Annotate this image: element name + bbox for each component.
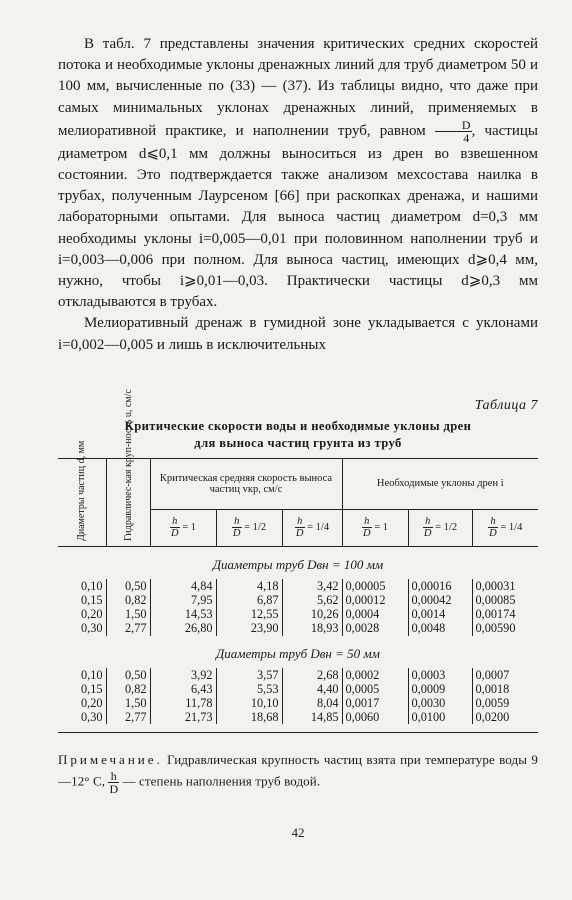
table-cell-v2: 4,18	[216, 579, 282, 593]
table-cell-u: 1,50	[106, 696, 150, 710]
table-cell-v2: 6,87	[216, 593, 282, 607]
table-cell-v3: 5,62	[282, 593, 342, 607]
table-cell-d: 0,30	[80, 710, 103, 725]
inline-fraction-den: 4	[463, 130, 470, 145]
table-cell-v2: 18,68	[216, 710, 282, 724]
table-cell-v1: 6,43	[150, 682, 216, 696]
table-cell-d: 0,20	[80, 696, 103, 711]
table-cell-d: 0,15	[80, 681, 103, 696]
table-row	[58, 593, 538, 607]
table-row	[58, 696, 538, 710]
table-cell-i2: 0,00016	[408, 579, 472, 593]
table-cell-v3: 18,93	[282, 621, 342, 635]
table-cell-d: 0,15	[80, 593, 103, 608]
table-cell-i2: 0,0014	[408, 607, 472, 621]
note-label: Примечание.	[58, 752, 163, 768]
table-cell-v3: 8,04	[282, 696, 342, 710]
table-cell-i1: 0,0005	[342, 682, 408, 696]
table-cell-i1: 0,00012	[342, 593, 408, 607]
note-fraction: $\frac{h}{D}$	[109, 769, 119, 797]
table-cell-i1: 0,0002	[342, 668, 408, 682]
table-cell-i2: 0,0003	[408, 668, 472, 682]
table-cell-v2: 5,53	[216, 682, 282, 696]
table-cell-i3: 0,00174	[472, 607, 538, 621]
table-cell-v2: 10,10	[216, 696, 282, 710]
table-cell-v1: 7,95	[150, 593, 216, 607]
table-cell-u: 2,77	[106, 621, 150, 635]
col-hydraulic-header: Гидравличес-кая круп-ность u, см/с	[106, 459, 150, 547]
page	[58, 34, 538, 841]
table-cell-i3: 0,00590	[472, 621, 538, 635]
inline-fraction-num: D	[435, 119, 472, 132]
table-cell-d: 0,10	[80, 578, 103, 593]
table-cell-i1: 0,0060	[342, 710, 408, 724]
table-cell-v1: 26,80	[150, 621, 216, 635]
table-cell-i1: 0,0004	[342, 607, 408, 621]
table-row	[58, 579, 538, 593]
paragraph-2: Мелиоративный дренаж в гумидной зоне укладывается с уклонами i=0,002—0,005 и лишь в исключительных	[58, 315, 538, 353]
table-row	[58, 621, 538, 635]
table-cell-i1: 0,00005	[342, 579, 408, 593]
fraction-header: $\frac{h}{D}$ = 1	[342, 509, 408, 546]
group-slope-header: Необходимые уклоны дрен i	[342, 459, 538, 510]
table-cell-i2: 0,0100	[408, 710, 472, 724]
table-cell-d: 0,30	[80, 621, 103, 636]
inline-fraction	[435, 119, 472, 144]
fraction-header: $\frac{h}{D}$ = 1	[150, 509, 216, 546]
table-title-line1: Критические скорости воды и необходимые уклоны дрен	[124, 418, 472, 433]
table-cell-v3: 3,42	[282, 579, 342, 593]
table-cell-v2: 12,55	[216, 607, 282, 621]
table-title-line2: для выноса частиц грунта из труб	[194, 435, 402, 450]
table-row	[58, 607, 538, 621]
table-cell-d: 0,10	[80, 667, 103, 682]
fraction-header: $\frac{h}{D}$ = 1/4	[472, 509, 538, 546]
table-cell-v3: 4,40	[282, 682, 342, 696]
table-cell-i2: 0,0030	[408, 696, 472, 710]
note-text-after: — степень наполнения труб водой.	[122, 773, 321, 789]
table-cell-v3: 2,68	[282, 668, 342, 682]
section-caption: Диаметры труб Dвн = 100 мм	[212, 556, 384, 572]
paragraph-1-cont: , частицы диаметром d⩽0,1 мм должны выноситься из дрен во взвешенном состоянии. Это подтверждается также анализом мехсостава наилка в трубах, полученным Лаурсеном [66] при раскопках дренажа, и нашими лабораторными опытами. Для выноса частиц диаметром d=0,3 мм необходимы уклоны i=0,005—0,01 при половинном наполнении труб и i=0,003—0,006 при полном. Для выноса частиц, имеющих d⩾0,4 мм, нужно, чтобы i⩾0,01—0,03. Практически частицы d⩾0,3 мм откладываются в трубах.	[58, 122, 538, 311]
table-cell-i3: 0,0059	[472, 696, 538, 710]
table-cell-i3: 0,0007	[472, 668, 538, 682]
table-cell-i2: 0,0009	[408, 682, 472, 696]
table-cell-v2: 3,57	[216, 668, 282, 682]
table-label: Таблица 7	[474, 397, 538, 413]
table-cell-v1: 11,78	[150, 696, 216, 710]
table-cell-d: 0,20	[80, 607, 103, 622]
table-cell-i3: 0,00085	[472, 593, 538, 607]
table-cell-v2: 23,90	[216, 621, 282, 635]
paragraph-1	[58, 34, 538, 313]
note-text-before: Гидравлическая крупность частиц взята при температуре воды 9—12° С,	[58, 752, 538, 789]
table-cell-i3: 0,0018	[472, 682, 538, 696]
section-caption: Диаметры труб Dвн = 50 мм	[216, 645, 380, 661]
table-cell-v1: 14,53	[150, 607, 216, 621]
page-number: 42	[291, 825, 305, 841]
table-cell-v3: 10,26	[282, 607, 342, 621]
table-cell-u: 1,50	[106, 607, 150, 621]
table-cell-u: 0,50	[106, 579, 150, 593]
table-cell-i3: 0,00031	[472, 579, 538, 593]
paragraph-1-text: В табл. 7 представлены значения критических средних скоростей потока и необходимые уклоны дренажных линий для труб диаметром 50 и 100 мм, вычисленные по (33) — (37). Из таблицы видно, что даже при самых минимальных уклонах дренажных линий, применяемых в мелиоративной практике, и наполнении труб, равном	[58, 36, 538, 139]
table-note	[58, 749, 538, 795]
table-cell-u: 0,82	[106, 682, 150, 696]
table-cell-v1: 21,73	[150, 710, 216, 724]
table-row	[58, 710, 538, 724]
table-cell-i1: 0,0028	[342, 621, 408, 635]
table-cell-u: 2,77	[106, 710, 150, 724]
table-cell-i2: 0,0048	[408, 621, 472, 635]
table-cell-u: 0,50	[106, 668, 150, 682]
fraction-header: $\frac{h}{D}$ = 1/2	[216, 509, 282, 546]
table-cell-u: 0,82	[106, 593, 150, 607]
table-cell-i1: 0,0017	[342, 696, 408, 710]
col-diameter-header: Диаметры частиц d, мм	[58, 459, 106, 547]
table-cell-i2: 0,00042	[408, 593, 472, 607]
table-cell-i3: 0,0200	[472, 710, 538, 724]
table-row	[58, 682, 538, 696]
table-cell-v3: 14,85	[282, 710, 342, 724]
fraction-header: $\frac{h}{D}$ = 1/2	[408, 509, 472, 546]
table-cell-v1: 3,92	[150, 668, 216, 682]
group-velocity-header: Критическая средняя скорость выноса частиц vкр, см/с	[150, 459, 342, 510]
table-row	[58, 668, 538, 682]
fraction-header: $\frac{h}{D}$ = 1/4	[282, 509, 342, 546]
table-cell-v1: 4,84	[150, 579, 216, 593]
